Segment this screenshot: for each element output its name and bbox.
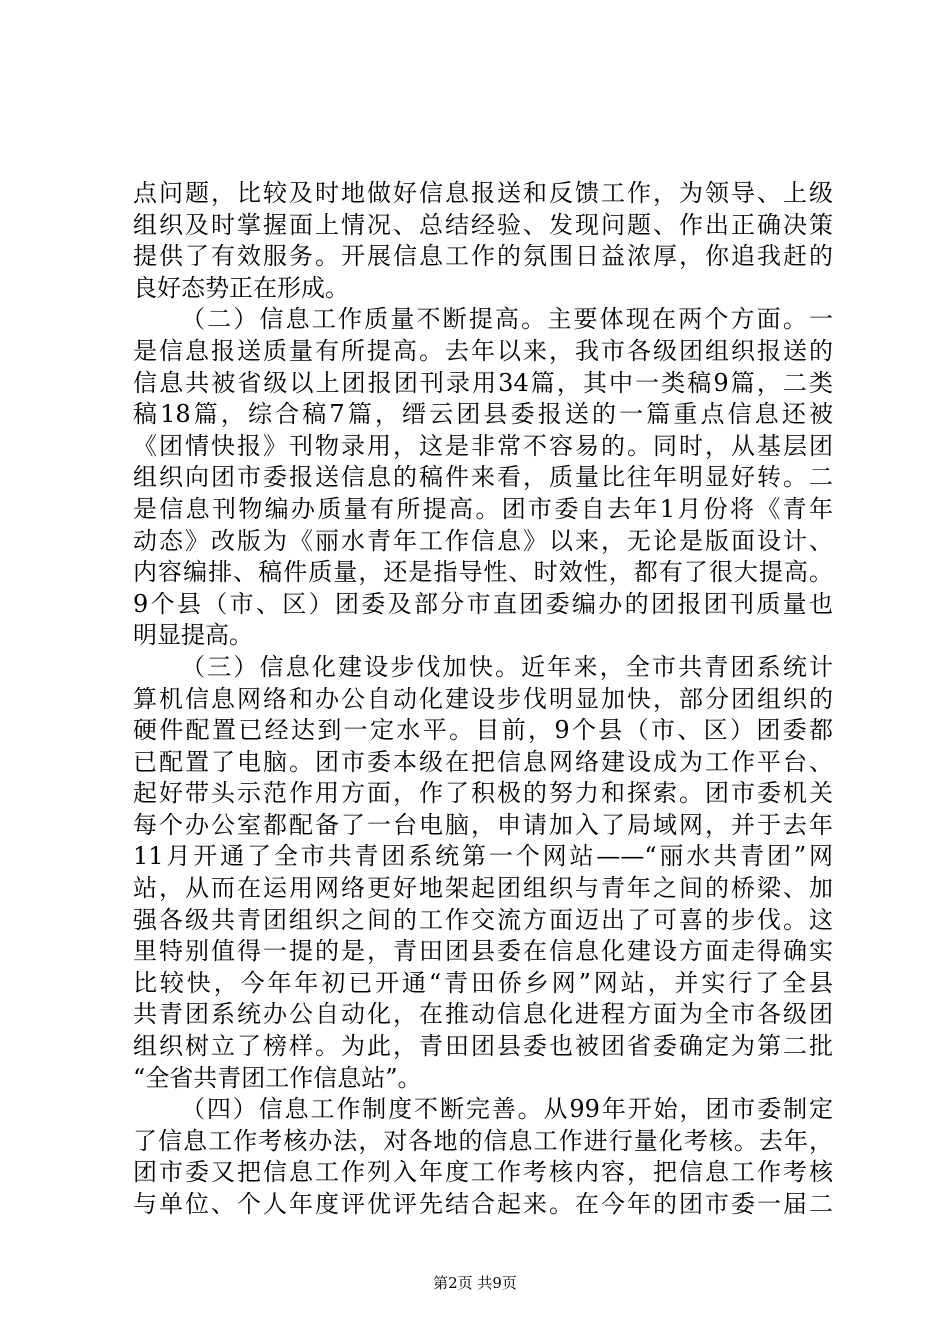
text-line: 良好态势正在形成。 — [133, 273, 349, 302]
text-line: 起好带头示范作用方面，作了积极的努力和探索。团市委机关 — [133, 779, 833, 808]
text-line: 是信息刊物编办质量有所提高。团市委自去年1月份将《青年 — [133, 494, 833, 523]
text-line: 已配置了电脑。团市委本级在把信息网络建设成为工作平台、 — [133, 747, 833, 776]
text-line: 是信息报送质量有所提高。去年以来，我市各级团组织报送的 — [133, 336, 833, 365]
text-line: 信息共被省级以上团报团刊录用34篇，其中一类稿9篇，二类 — [133, 368, 833, 397]
text-line: 强各级共青团组织之间的工作交流方面迈出了可喜的步伐。这 — [133, 905, 833, 934]
text-line: （二）信息工作质量不断提高。主要体现在两个方面。一 — [181, 305, 833, 334]
text-line: 了信息工作考核办法，对各地的信息工作进行量化考核。去年， — [133, 1126, 833, 1155]
text-line: 《团情快报》刊物录用，这是非常不容易的。同时，从基层团 — [133, 431, 833, 460]
text-line: 与单位、个人年度评优评先结合起来。在今年的团市委一届二 — [133, 1190, 833, 1218]
page-footer — [0, 1273, 950, 1293]
text-line: 比较快，今年年初已开通“青田侨乡网”网站，并实行了全县 — [133, 968, 833, 997]
text-line: 点问题，比较及时地做好信息报送和反馈工作，为领导、上级 — [133, 179, 833, 207]
text-line: 每个办公室都配备了一台电脑，申请加入了局域网，并于去年 — [133, 810, 833, 839]
text-line: “全省共青团工作信息站”。 — [133, 1063, 422, 1092]
page-number-label: 第2页 共9页 — [433, 1274, 517, 1292]
text-line: 组织树立了榜样。为此，青田团县委也被团省委确定为第二批 — [133, 1032, 833, 1061]
text-line: 共青团系统办公自动化，在推动信息化进程方面为全市各级团 — [133, 1000, 833, 1029]
text-line: 里特别值得一提的是，青田团县委在信息化建设方面走得确实 — [133, 937, 833, 966]
text-line: 稿18篇，综合稿7篇，缙云团县委报送的一篇重点信息还被 — [133, 400, 833, 429]
text-line: 站，从而在运用网络更好地架起团组织与青年之间的桥梁、加 — [133, 874, 833, 903]
text-line: 团市委又把信息工作列入年度工作考核内容，把信息工作考核 — [133, 1158, 833, 1187]
text-line: 组织及时掌握面上情况、总结经验、发现问题、作出正确决策 — [133, 210, 833, 239]
text-line: 提供了有效服务。开展信息工作的氛围日益浓厚，你追我赶的 — [133, 242, 833, 271]
text-line: （四）信息工作制度不断完善。从99年开始，团市委制定 — [181, 1095, 833, 1124]
text-line: 11月开通了全市共青团系统第一个网站——“丽水共青团”网 — [133, 842, 833, 871]
text-line: 内容编排、稿件质量，还是指导性、时效性，都有了很大提高。 — [133, 558, 833, 587]
text-line: 9个县（市、区）团委及部分市直团委编办的团报团刊质量也 — [133, 589, 833, 618]
text-line: 硬件配置已经达到一定水平。目前，9个县（市、区）团委都 — [133, 716, 833, 745]
text-line: 组织向团市委报送信息的稿件来看，质量比往年明显好转。二 — [133, 463, 833, 492]
text-line: 明显提高。 — [133, 621, 253, 650]
text-line: 算机信息网络和办公自动化建设步伐明显加快，部分团组织的 — [133, 684, 833, 713]
body-text — [133, 178, 833, 1221]
text-line: （三）信息化建设步伐加快。近年来，全市共青团系统计 — [181, 652, 833, 681]
text-line: 动态》改版为《丽水青年工作信息》以来，无论是版面设计、 — [133, 526, 833, 555]
